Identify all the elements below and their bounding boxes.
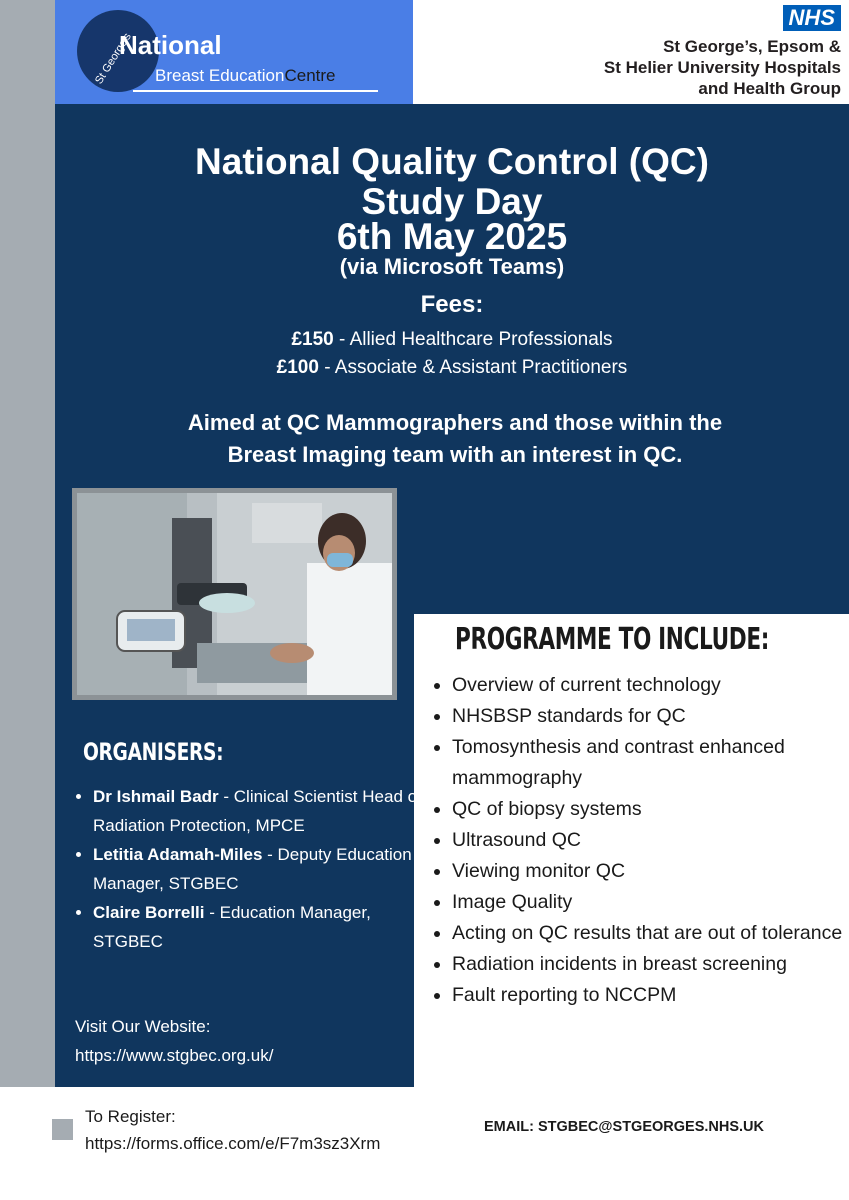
trust-name-line-1: St George’s, Epsom & — [663, 37, 841, 56]
event-date: 6th May 2025 — [336, 216, 568, 257]
mammography-photo-illustration — [77, 493, 392, 695]
programme-item: • Image Quality — [452, 887, 849, 918]
audience-statement — [85, 407, 825, 471]
breast-education-centre-logo — [55, 0, 413, 104]
organisers-heading: ORGANISERS: — [83, 738, 224, 766]
logo-small-text: St George's — [93, 31, 134, 87]
event-subtitle: Study Day — [361, 181, 543, 222]
fee-price: £100 — [276, 357, 319, 378]
website-label: Visit Our Website: — [75, 1017, 211, 1036]
organiser-name: Claire Borrelli — [93, 903, 205, 922]
fee-audience: - Allied Healthcare Professionals — [333, 329, 613, 350]
organiser-name: Letitia Adamah-Miles — [93, 845, 263, 864]
register-bullet-square — [52, 1119, 73, 1140]
fees-heading: Fees: — [420, 291, 484, 318]
fee-line — [55, 355, 849, 381]
organiser-role: - Education Manager, STGBEC — [93, 903, 371, 951]
trust-name-line-3: and Health Group — [698, 79, 841, 98]
programme-list — [428, 670, 849, 1011]
nhs-badge: NHS — [783, 5, 841, 31]
logo-breast-education-text: Breast Education — [155, 66, 285, 85]
audience-line-2: Breast Imaging team with an interest in QC. — [227, 442, 683, 467]
nhs-trust-logo — [562, 0, 849, 104]
organiser-role: - Clinical Scientist Head of Radiation Protection, MPCE — [93, 787, 422, 835]
organisers-list — [70, 782, 433, 956]
organiser-name: Dr Ishmail Badr — [93, 787, 219, 806]
programme-item: • QC of biopsy systems — [452, 794, 849, 825]
audience-line-1: Aimed at QC Mammographers and those within the — [187, 410, 723, 435]
contact-email[interactable]: EMAIL: STGBEC@STGEORGES.NHS.UK — [484, 1119, 764, 1135]
logo-national-text: National — [119, 30, 222, 60]
programme-item: • Fault reporting to NCCPM — [452, 980, 849, 1011]
website-block — [75, 1012, 273, 1070]
organiser-item — [93, 898, 433, 956]
programme-item: • Acting on QC results that are out of tolerance — [452, 918, 849, 949]
programme-item: • Radiation incidents in breast screening — [452, 949, 849, 980]
programme-item: • Overview of current technology — [452, 670, 849, 701]
event-venue: (via Microsoft Teams) — [339, 254, 565, 279]
register-label: To Register: — [85, 1107, 176, 1126]
fee-price: £150 — [291, 329, 334, 350]
decorative-grey-strip — [0, 0, 55, 1087]
logo-centre-text: Centre — [284, 66, 336, 85]
fee-line — [55, 327, 849, 353]
register-link[interactable]: https://forms.office.com/e/F7m3sz3Xrm — [85, 1134, 381, 1153]
website-link[interactable]: https://www.stgbec.org.uk/ — [75, 1046, 274, 1065]
programme-item: • Ultrasound QC — [452, 825, 849, 856]
logo-subtitle — [155, 66, 336, 86]
organiser-item — [93, 782, 433, 840]
trust-name-line-2: St Helier University Hospitals — [603, 58, 841, 77]
programme-heading: PROGRAMME TO INCLUDE: — [455, 622, 770, 657]
logo-underline — [133, 90, 378, 92]
organiser-role: - Deputy Education Manager, STGBEC — [93, 845, 412, 893]
programme-item: • Viewing monitor QC — [452, 856, 849, 887]
fee-audience: - Associate & Assistant Practitioners — [318, 357, 628, 378]
programme-item: • NHSBSP standards for QC — [452, 701, 849, 732]
event-title: National Quality Control (QC) — [195, 141, 709, 182]
organiser-item — [93, 840, 433, 898]
mammography-photo — [72, 488, 397, 700]
programme-item: • Tomosynthesis and contrast enhanced mammography — [452, 732, 849, 794]
